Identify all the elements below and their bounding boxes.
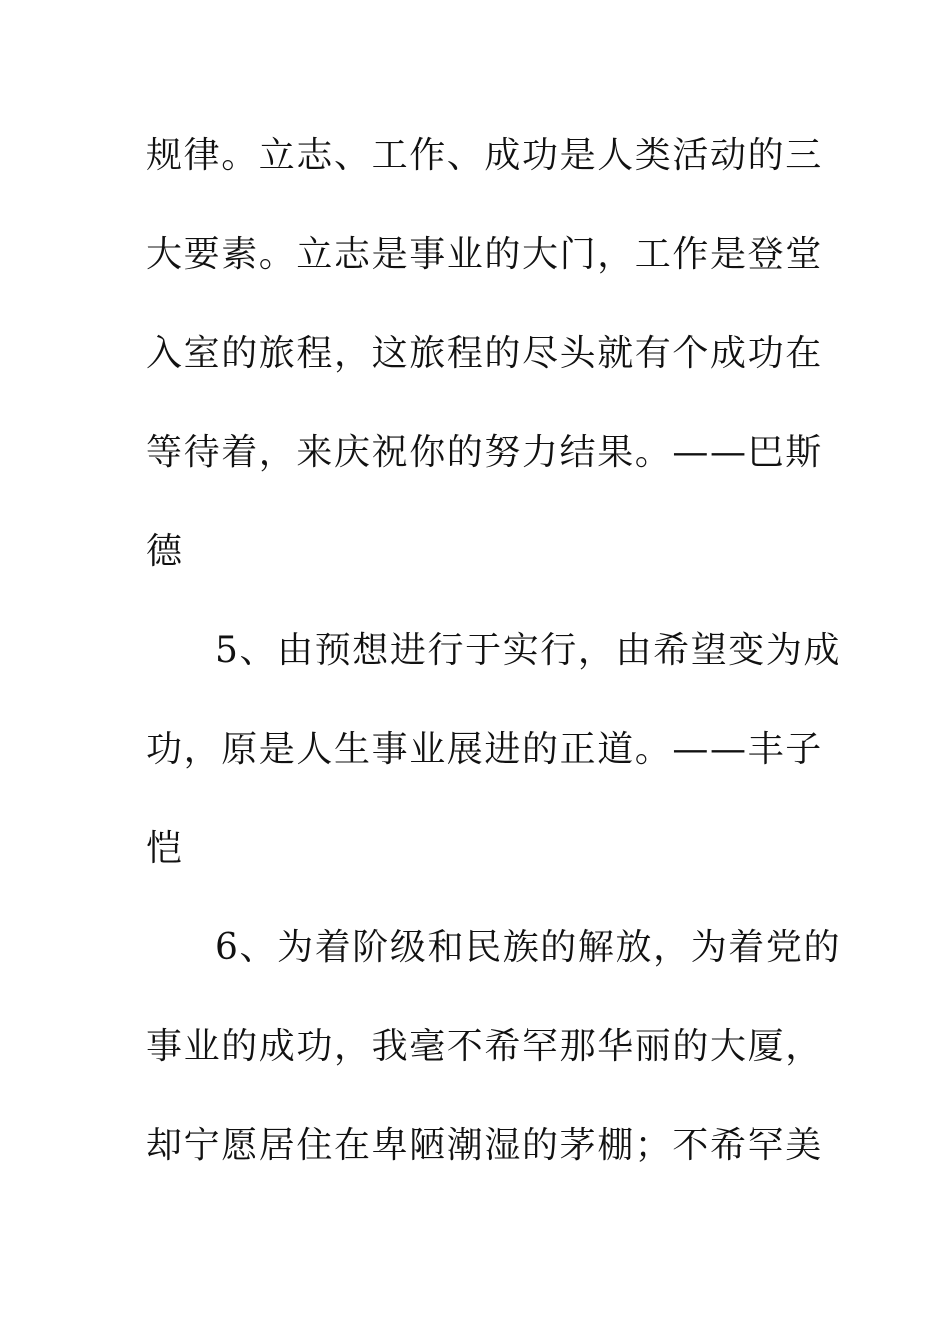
text-line: 事业的成功，我毫不希罕那华丽的大厦， — [146, 1026, 823, 1067]
text-line: 规律。立志、工作、成功是人类活动的三 — [146, 135, 823, 176]
paragraph-start-line: 6、为着阶级和民族的解放，为着党的 — [215, 927, 842, 968]
text-line: 等待着，来庆祝你的努力结果。——巴斯 — [146, 432, 823, 473]
text-line: 德 — [146, 531, 184, 572]
text-line: 却宁愿居住在卑陋潮湿的茅棚；不希罕美 — [146, 1125, 823, 1166]
text-line: 恺 — [146, 828, 184, 869]
text-line: 大要素。立志是事业的大门，工作是登堂 — [146, 234, 823, 275]
text-line: 入室的旅程，这旅程的尽头就有个成功在 — [146, 333, 823, 374]
text-line: 功，原是人生事业展进的正道。——丰子 — [146, 729, 823, 770]
paragraph-start-line: 5、由预想进行于实行，由希望变为成 — [215, 630, 842, 671]
